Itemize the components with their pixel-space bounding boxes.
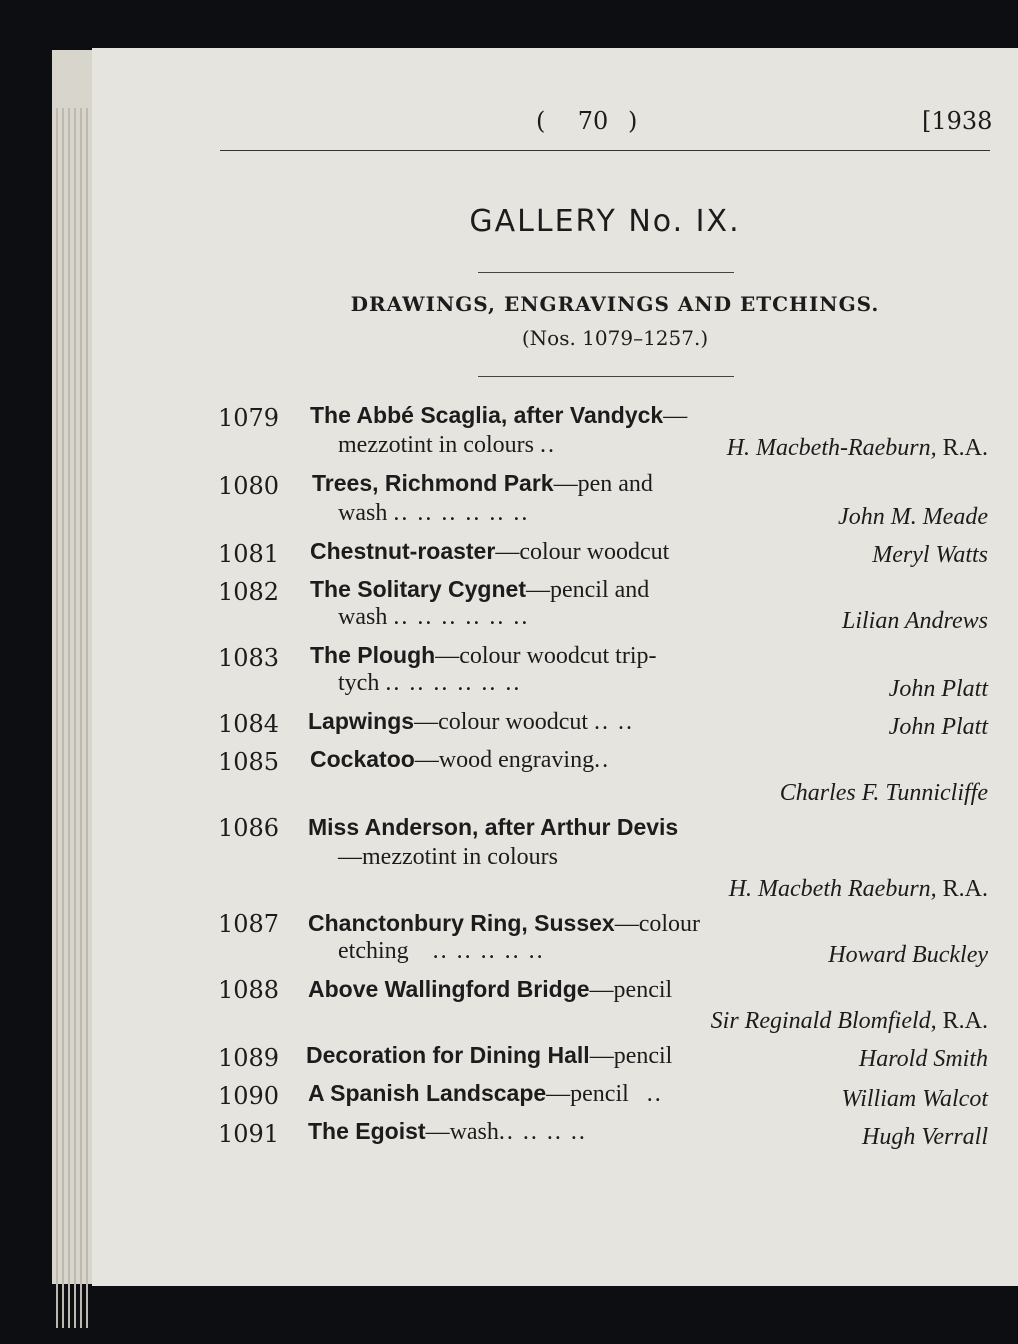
entry-number: 1090 — [218, 1082, 280, 1110]
entry-line — [308, 814, 678, 842]
entry-title: A Spanish Landscape — [308, 1080, 547, 1106]
entry-artist: John Platt — [888, 714, 988, 740]
entry-number: 1089 — [218, 1044, 280, 1072]
entry-line — [308, 976, 672, 1004]
dot-leader: .. .. — [594, 709, 635, 735]
entry-artist: Harold Smith — [858, 1046, 988, 1072]
entry-artist: William Walcot — [841, 1086, 988, 1112]
artist-name: H. Macbeth-Raeburn, — [726, 435, 937, 461]
entry-title: The Egoist — [308, 1118, 426, 1144]
section-range: (Nos. 1079–1257.) — [521, 326, 709, 350]
page-edge — [80, 108, 82, 1328]
entry-medium: wash — [338, 500, 388, 526]
entry-title: Chestnut-roaster — [310, 538, 496, 564]
entry-line — [338, 844, 558, 871]
entry-title: Decoration for Dining Hall — [306, 1042, 590, 1068]
section-title: DRAWINGS, ENGRAVINGS AND ETCHINGS. — [350, 292, 880, 316]
entry-artist: Charles F. Tunnicliffe — [779, 780, 988, 806]
entry-line — [306, 1042, 672, 1070]
entry-number: 1088 — [218, 976, 280, 1004]
entry-title: Chanctonbury Ring, Sussex — [308, 910, 615, 936]
entry-artist — [727, 435, 988, 462]
entry-line — [312, 470, 653, 498]
page-number: 70 — [577, 107, 609, 135]
dot-leader: .. .. .. .. .. .. — [393, 604, 530, 630]
entry-medium: —colour woodcut — [414, 709, 589, 735]
entry-medium: —wood engraving — [414, 747, 595, 773]
entry-medium: tych — [338, 670, 380, 696]
entry-line — [308, 1118, 587, 1146]
entry-line — [308, 1080, 663, 1108]
entry-line — [308, 910, 700, 938]
entry-artist: Hugh Verrall — [862, 1124, 988, 1150]
entry-number: 1085 — [218, 748, 280, 776]
entry-number: 1082 — [218, 578, 280, 606]
entry-line — [338, 432, 556, 459]
entry-line — [310, 642, 657, 670]
gallery-title: GALLERY No. IX. — [469, 204, 741, 239]
entry-medium: —colour woodcut trip- — [435, 643, 657, 669]
artist-name: H. Macbeth Raeburn, — [728, 876, 937, 902]
entry-number: 1080 — [218, 472, 280, 500]
entry-number: 1091 — [218, 1120, 280, 1148]
entry-medium: —pencil — [589, 1043, 673, 1069]
dot-leader: .. .. .. .. — [498, 1119, 587, 1145]
header-paren-right: ) — [628, 107, 638, 135]
entry-number: 1084 — [218, 710, 280, 738]
page-edge — [56, 108, 58, 1328]
entry-medium: —colour woodcut — [495, 539, 670, 565]
entry-line — [338, 500, 529, 527]
entry-line — [338, 938, 545, 965]
artist-name: Sir Reginald Blomfield, — [710, 1008, 937, 1034]
entry-artist: Howard Buckley — [828, 942, 988, 968]
entry-title: The Solitary Cygnet — [310, 576, 526, 602]
entry-artist: Meryl Watts — [872, 542, 988, 568]
entry-title: Trees, Richmond Park — [312, 470, 554, 496]
entry-title: Lapwings — [308, 708, 415, 734]
entry-artist: John M. Meade — [838, 504, 988, 530]
entry-number: 1087 — [218, 910, 280, 938]
divider — [478, 376, 734, 377]
dot-leader: .. .. .. .. .. — [432, 938, 545, 964]
entry-title: Cockatoo — [310, 746, 415, 772]
entry-medium: —mezzotint in colours — [338, 844, 558, 870]
entry-medium: etching — [338, 938, 409, 964]
entry-line — [308, 708, 634, 736]
dot-leader: .. — [594, 747, 611, 773]
entry-medium: mezzotint in colours — [338, 432, 534, 458]
entry-line — [310, 576, 649, 604]
entry-title: Miss Anderson, after Arthur Devis — [308, 814, 679, 840]
entry-medium: —pencil — [546, 1081, 629, 1107]
entry-line — [310, 746, 610, 774]
artist-suffix: R.A. — [942, 876, 988, 902]
dot-leader: .. .. .. .. .. .. — [393, 500, 530, 526]
entry-line — [310, 402, 687, 430]
dot-leader: .. — [646, 1081, 663, 1107]
entry-number: 1081 — [218, 540, 280, 568]
entry-artist — [729, 876, 988, 903]
entry-artist: Lilian Andrews — [841, 608, 988, 634]
entry-number: 1083 — [218, 644, 280, 672]
entry-title: Above Wallingford Bridge — [308, 976, 590, 1002]
entry-line — [310, 538, 669, 566]
entry-number: 1086 — [218, 814, 280, 842]
entry-artist: John Platt — [888, 676, 988, 702]
entry-number: 1079 — [218, 404, 280, 432]
page-edge — [74, 108, 76, 1328]
entry-line — [338, 604, 529, 631]
artist-suffix: R.A. — [942, 435, 988, 461]
entry-medium: —wash — [425, 1119, 499, 1145]
page-edge — [68, 108, 70, 1328]
divider — [478, 272, 734, 273]
entry-medium: —pen and — [553, 471, 653, 497]
artist-suffix: R.A. — [942, 1008, 988, 1034]
entry-medium: —pencil and — [525, 577, 650, 603]
entry-title: The Plough — [310, 642, 436, 668]
header-paren-left: ( — [536, 107, 546, 135]
entry-artist — [711, 1008, 988, 1035]
entry-medium: —colour — [614, 911, 701, 937]
page-edge — [62, 108, 64, 1328]
dot-leader: .. — [539, 432, 556, 458]
year-header: [1938 — [922, 107, 993, 135]
dot-leader: .. .. .. .. .. .. — [385, 670, 522, 696]
entry-medium: —pencil — [589, 977, 673, 1003]
entry-medium: wash — [338, 604, 388, 630]
entry-title: The Abbé Scaglia, after Vandyck — [310, 402, 664, 428]
header-rule — [220, 150, 990, 151]
entry-medium: — — [663, 403, 688, 429]
page-edge — [86, 108, 88, 1328]
entry-line — [338, 670, 521, 697]
